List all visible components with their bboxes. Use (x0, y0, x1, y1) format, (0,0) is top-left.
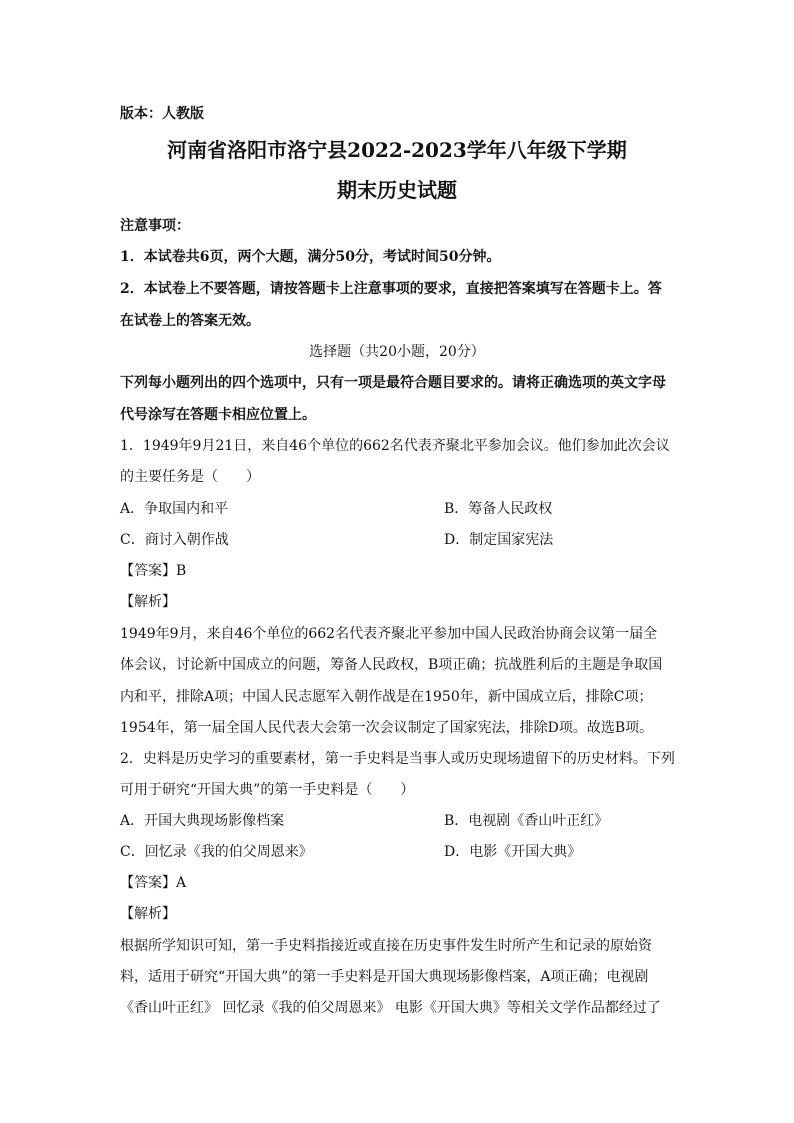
q1-analysis-label: 【解析】 (120, 594, 176, 610)
q1-option-d: D．制定国家宪法 (444, 532, 554, 548)
notes-heading: 注意事项： (120, 218, 190, 234)
q1-option-a: A．争取国内和平 (120, 501, 229, 517)
q2-analysis-line3: 《香山叶正红》 回忆录《我的伯父周恩来》 电影《开国大典》等相关文学作品都经过了 (120, 1000, 661, 1016)
q1-analysis-line4: 1954年，第一届全国人民代表大会第一次会议制定了国家宪法，排除D项。故选B项。 (120, 720, 654, 736)
q2-option-b: B．电视剧《香山叶正红》 (444, 813, 609, 829)
section-title: 选择题（共20小题，20分） (309, 344, 485, 360)
q1-answer: 【答案】B (120, 563, 187, 579)
q2-option-d: D．电影《开国大典》 (444, 844, 582, 860)
q2-stem-line1: 2．史料是历史学习的重要素材，第一手史料是当事人或历史现场遗留下的历史材料。下列 (120, 751, 675, 767)
q2-answer: 【答案】A (120, 875, 187, 891)
notes-item-2-line1: 2．本试卷上不要答题，请按答题卡上注意事项的要求，直接把答案填写在答题卡上。答 (120, 281, 662, 297)
q1-option-c: C．商讨入朝作战 (120, 532, 229, 548)
exam-title-line1: 河南省洛阳市洛宁县2022-2023学年八年级下学期 (167, 138, 627, 162)
section-instruction-line1: 下列每小题列出的四个选项中，只有一项是最符合题目要求的。请将正确选项的英文字母 (120, 375, 666, 391)
notes-item-2-line2: 在试卷上的答案无效。 (120, 313, 260, 329)
section-instruction-line2: 代号涂写在答题卡相应位置上。 (120, 407, 316, 423)
q2-analysis-line2: 料，适用于研究“开国大典”的第一手史料是开国大典现场影像档案，A项正确；电视剧 (120, 969, 649, 985)
notes-item-1: 1．本试卷共6页，两个大题，满分50分，考试时间50分钟。 (120, 249, 501, 265)
q2-option-a: A．开国大典现场影像档案 (120, 813, 285, 829)
q2-option-c: C．回忆录《我的伯父周恩来》 (120, 844, 313, 860)
q1-option-b: B．筹备人民政权 (444, 501, 553, 517)
edition-label: 版本：人教版 (120, 106, 204, 122)
q1-stem-line1: 1．1949年9月21日，来自46个单位的662名代表齐聚北平参加会议。他们参加此次会议 (120, 438, 670, 454)
q1-analysis-line2: 体会议，讨论新中国成立的问题，筹备人民政权，B项正确；抗战胜利后的主题是争取国 (120, 657, 663, 673)
q2-analysis-line1: 根据所学知识可知，第一手史料指接近或直接在历史事件发生时所产生和记录的原始资 (120, 938, 652, 954)
q1-stem-line2: 的主要任务是（ ） (120, 469, 260, 485)
q1-analysis-line1: 1949年9月，来自46个单位的662名代表齐聚北平参加中国人民政治协商会议第一届全 (120, 626, 658, 642)
q2-analysis-label: 【解析】 (120, 906, 176, 922)
q2-stem-line2: 可用于研究“开国大典”的第一手史料是（ ） (120, 782, 415, 798)
exam-title-line2: 期末历史试题 (337, 178, 457, 202)
q1-analysis-line3: 内和平，排除A项；中国人民志愿军入朝作战是在1950年，新中国成立后，排除C项； (120, 689, 653, 705)
